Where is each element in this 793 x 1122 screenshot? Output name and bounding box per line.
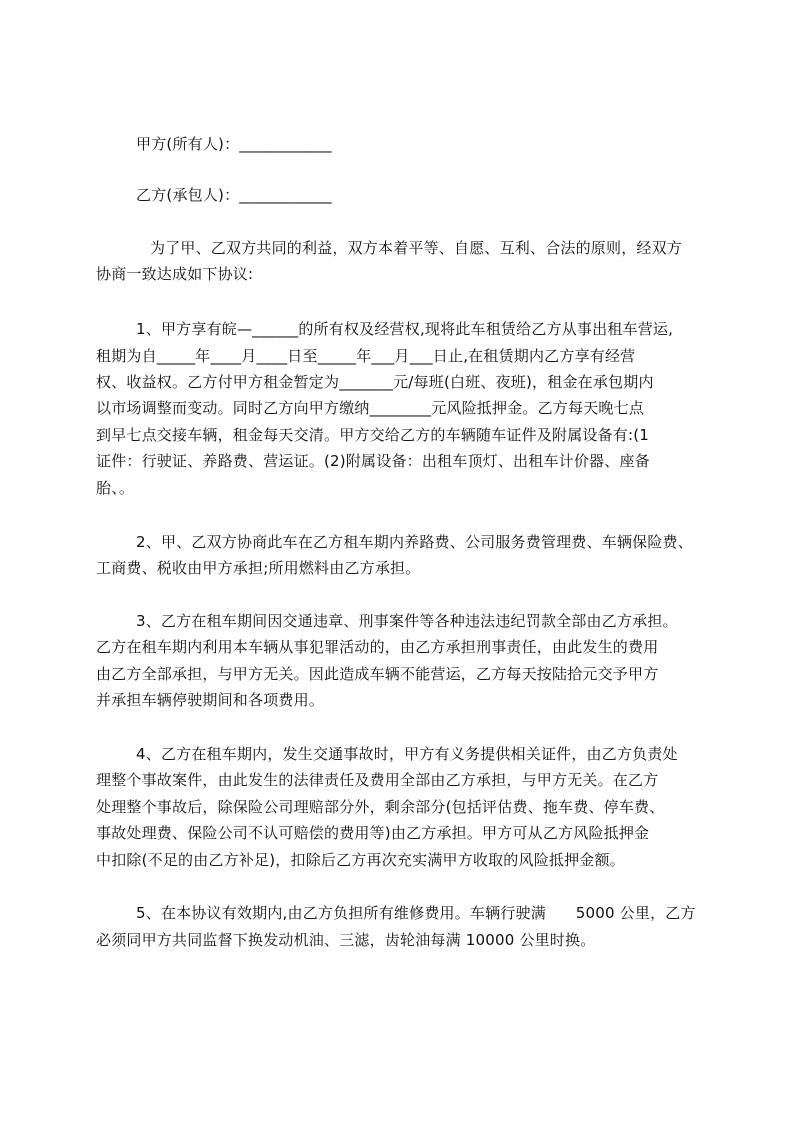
clause-line: 必须同甲方共同监督下换发动机油、三滤，齿轮油每满 10000 公里时换。 — [96, 931, 596, 949]
clause-line: 以市场调整而变动。同时乙方向甲方缴纳________元风险抵押金。乙方每天晚七点 — [96, 399, 645, 417]
clause-line: 胎、。 — [96, 479, 135, 497]
clause-line: 1、甲方享有皖—______的所有权及经营权,现将此车租赁给乙方从事出租车营运, — [136, 320, 674, 338]
clause-line: 4、乙方在租车期内，发生交通事故时，甲方有义务提供相关证件，由乙方负责处 — [136, 745, 678, 763]
clause-line: 工商费、税收由甲方承担;所用燃料由乙方承担。 — [96, 559, 421, 577]
party-b-line: 乙方(承包人)：____________ — [136, 186, 332, 204]
clause-line: 乙方在租车期内利用本车辆从事犯罪活动的，由乙方承担刑事责任，由此发生的费用 — [96, 638, 659, 656]
clause-line: 权、收益权。乙方付甲方租金暂定为_______元/每班(白班、夜班)，租金在承包期内 — [96, 373, 654, 391]
clause-line: 5、在本协议有效期内,由乙方负担所有维修费用。车辆行驶满 5000 公里，乙方 — [136, 904, 696, 922]
clause-line: 2、甲、乙双方协商此车在乙方租车期内养路费、公司服务费管理费、车辆保险费、 — [136, 533, 693, 551]
clause-line: 并承担车辆停驶期间和各项费用。 — [96, 691, 325, 709]
intro-line: 协商一致达成如下协议: — [96, 265, 254, 283]
clause-line: 处理整个事故后，除保险公司理赔部分外，剩余部分(包括评估费、拖车费、停车费、 — [96, 798, 665, 816]
clause-line: 事故处理费、保险公司不认可赔偿的费用等)由乙方承担。甲方可从乙方风险抵押金 — [96, 824, 650, 842]
clause-line: 由乙方全部承担，与甲方无关。因此造成车辆不能营运，乙方每天按陆拾元交予甲方 — [96, 665, 659, 683]
clause-line: 租期为自_____年____月____日至_____年___月___日止,在租赁期内乙方享有经营 — [96, 347, 636, 365]
clause-line: 理整个事故案件，由此发生的法律责任及费用全部由乙方承担，与甲方无关。在乙方 — [96, 771, 659, 789]
clause-line: 证件：行驶证、养路费、营运证。(2)附属设备：出租车顶灯、出租车计价器、座备 — [96, 452, 650, 470]
party-a-line: 甲方(所有人)：____________ — [136, 135, 332, 153]
clause-line: 到早七点交接车辆，租金每天交清。甲方交给乙方的车辆随车证件及附属设备有:(1 — [96, 426, 650, 444]
intro-line: 为了甲、乙双方共同的利益，双方本着平等、自愿、互利、合法的原则，经双方 — [150, 239, 683, 257]
clause-line: 中扣除(不足的由乙方补足)，扣除后乙方再次充实满甲方收取的风险抵押金额。 — [96, 851, 625, 869]
clause-line: 3、乙方在租车期间因交通违章、刑事案件等各种违法违纪罚款全部由乙方承担。 — [136, 612, 678, 630]
